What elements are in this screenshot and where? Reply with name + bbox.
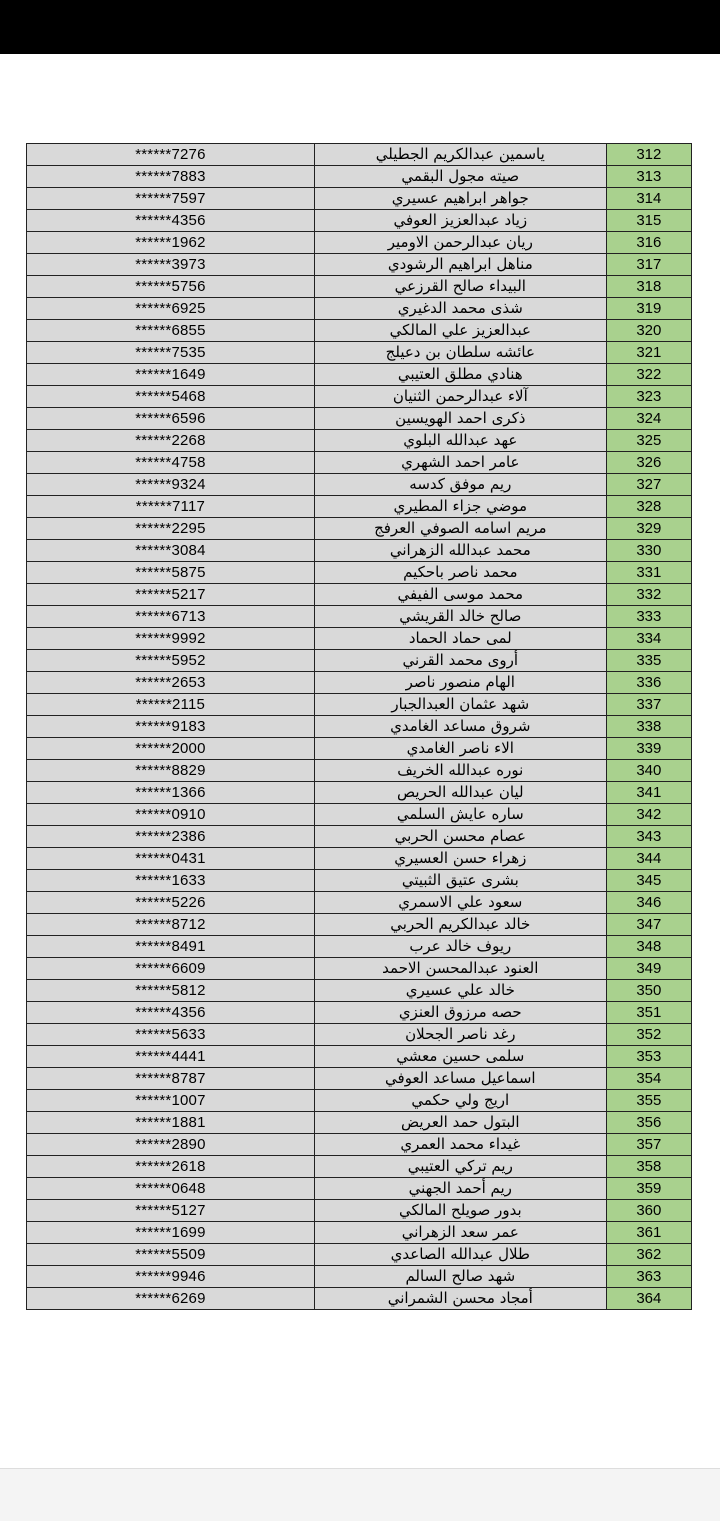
name-cell: ريم موفق كدسه <box>314 474 606 496</box>
serial-number-cell: 322 <box>606 364 691 386</box>
serial-number-cell: 319 <box>606 298 691 320</box>
serial-number-cell: 345 <box>606 870 691 892</box>
masked-id-cell: ******6609 <box>27 958 315 980</box>
table-row <box>27 364 692 386</box>
table-row <box>27 650 692 672</box>
serial-number-cell: 341 <box>606 782 691 804</box>
name-cell: شهد عثمان العبدالجبار <box>314 694 606 716</box>
serial-number-cell: 361 <box>606 1222 691 1244</box>
table-row <box>27 188 692 210</box>
masked-id-cell: ******2268 <box>27 430 315 452</box>
masked-id-cell: ******2386 <box>27 826 315 848</box>
name-cell: عهد عبدالله البلوي <box>314 430 606 452</box>
table-row <box>27 496 692 518</box>
name-cell: شذى محمد الدغيري <box>314 298 606 320</box>
name-cell: شروق مساعد الغامدي <box>314 716 606 738</box>
names-table <box>26 143 692 1310</box>
masked-id-cell: ******1007 <box>27 1090 315 1112</box>
masked-id-cell: ******7535 <box>27 342 315 364</box>
table-row <box>27 232 692 254</box>
serial-number-cell: 352 <box>606 1024 691 1046</box>
serial-number-cell: 344 <box>606 848 691 870</box>
serial-number-cell: 346 <box>606 892 691 914</box>
masked-id-cell: ******7276 <box>27 144 315 166</box>
name-cell: عمر سعد الزهراني <box>314 1222 606 1244</box>
masked-id-cell: ******6269 <box>27 1288 315 1310</box>
serial-number-cell: 335 <box>606 650 691 672</box>
serial-number-cell: 327 <box>606 474 691 496</box>
table-row <box>27 606 692 628</box>
table-row <box>27 672 692 694</box>
table-row <box>27 540 692 562</box>
serial-number-cell: 330 <box>606 540 691 562</box>
table-row <box>27 562 692 584</box>
bottom-navigation-bar <box>0 1468 720 1521</box>
table-row <box>27 1222 692 1244</box>
masked-id-cell: ******6713 <box>27 606 315 628</box>
serial-number-cell: 357 <box>606 1134 691 1156</box>
masked-id-cell: ******9992 <box>27 628 315 650</box>
masked-id-cell: ******8787 <box>27 1068 315 1090</box>
name-cell: طلال عبدالله الصاعدي <box>314 1244 606 1266</box>
name-cell: محمد ناصر باحكيم <box>314 562 606 584</box>
table-row <box>27 320 692 342</box>
serial-number-cell: 339 <box>606 738 691 760</box>
masked-id-cell: ******2618 <box>27 1156 315 1178</box>
serial-number-cell: 354 <box>606 1068 691 1090</box>
status-bar <box>0 0 720 54</box>
name-cell: اريج ولي حكمي <box>314 1090 606 1112</box>
name-cell: أمجاد محسن الشمراني <box>314 1288 606 1310</box>
serial-number-cell: 316 <box>606 232 691 254</box>
table-row <box>27 804 692 826</box>
name-cell: خالد علي عسيري <box>314 980 606 1002</box>
name-cell: هنادي مطلق العتيبي <box>314 364 606 386</box>
masked-id-cell: ******7883 <box>27 166 315 188</box>
name-cell: زهراء حسن العسيري <box>314 848 606 870</box>
table-row <box>27 276 692 298</box>
serial-number-cell: 315 <box>606 210 691 232</box>
document-page[interactable] <box>0 54 720 1468</box>
masked-id-cell: ******0431 <box>27 848 315 870</box>
serial-number-cell: 321 <box>606 342 691 364</box>
masked-id-cell: ******3084 <box>27 540 315 562</box>
name-cell: صيته مجول البقمي <box>314 166 606 188</box>
name-cell: رغد ناصر الجحلان <box>314 1024 606 1046</box>
table-row <box>27 1244 692 1266</box>
table-row <box>27 892 692 914</box>
name-cell: اسماعيل مساعد العوفي <box>314 1068 606 1090</box>
table-row <box>27 166 692 188</box>
table-row <box>27 1134 692 1156</box>
name-cell: مناهل ابراهيم الرشودي <box>314 254 606 276</box>
serial-number-cell: 347 <box>606 914 691 936</box>
name-cell: الهام منصور ناصر <box>314 672 606 694</box>
masked-id-cell: ******5468 <box>27 386 315 408</box>
table-row <box>27 1178 692 1200</box>
name-cell: مريم اسامه الصوفي العرفج <box>314 518 606 540</box>
table-row <box>27 1288 692 1310</box>
serial-number-cell: 328 <box>606 496 691 518</box>
table-row <box>27 826 692 848</box>
masked-id-cell: ******9946 <box>27 1266 315 1288</box>
table-row <box>27 958 692 980</box>
serial-number-cell: 326 <box>606 452 691 474</box>
masked-id-cell: ******5875 <box>27 562 315 584</box>
serial-number-cell: 336 <box>606 672 691 694</box>
name-cell: ريان عبدالرحمن الاومير <box>314 232 606 254</box>
masked-id-cell: ******2000 <box>27 738 315 760</box>
serial-number-cell: 343 <box>606 826 691 848</box>
masked-id-cell: ******5633 <box>27 1024 315 1046</box>
name-cell: غيداء محمد العمري <box>314 1134 606 1156</box>
serial-number-cell: 313 <box>606 166 691 188</box>
name-cell: عصام محسن الحربي <box>314 826 606 848</box>
masked-id-cell: ******0910 <box>27 804 315 826</box>
masked-id-cell: ******4441 <box>27 1046 315 1068</box>
name-cell: ياسمين عبدالكريم الجطيلي <box>314 144 606 166</box>
name-cell: موضي جزاء المطيري <box>314 496 606 518</box>
name-cell: ذكرى احمد الهويسين <box>314 408 606 430</box>
serial-number-cell: 338 <box>606 716 691 738</box>
serial-number-cell: 353 <box>606 1046 691 1068</box>
serial-number-cell: 363 <box>606 1266 691 1288</box>
table-row <box>27 408 692 430</box>
serial-number-cell: 331 <box>606 562 691 584</box>
serial-number-cell: 318 <box>606 276 691 298</box>
masked-id-cell: ******6596 <box>27 408 315 430</box>
name-cell: عائشه سلطان بن دعيلج <box>314 342 606 364</box>
table-row <box>27 716 692 738</box>
serial-number-cell: 364 <box>606 1288 691 1310</box>
table-row <box>27 518 692 540</box>
masked-id-cell: ******5509 <box>27 1244 315 1266</box>
serial-number-cell: 359 <box>606 1178 691 1200</box>
serial-number-cell: 349 <box>606 958 691 980</box>
table-row <box>27 914 692 936</box>
masked-id-cell: ******4356 <box>27 1002 315 1024</box>
serial-number-cell: 340 <box>606 760 691 782</box>
masked-id-cell: ******5226 <box>27 892 315 914</box>
name-cell: سعود علي الاسمري <box>314 892 606 914</box>
table-row <box>27 254 692 276</box>
name-cell: شهد صالح السالم <box>314 1266 606 1288</box>
masked-id-cell: ******7117 <box>27 496 315 518</box>
table-row <box>27 1046 692 1068</box>
table-row <box>27 1068 692 1090</box>
masked-id-cell: ******8829 <box>27 760 315 782</box>
name-cell: أروى محمد القرني <box>314 650 606 672</box>
masked-id-cell: ******2295 <box>27 518 315 540</box>
serial-number-cell: 350 <box>606 980 691 1002</box>
name-cell: بشرى عتيق الثبيتي <box>314 870 606 892</box>
serial-number-cell: 337 <box>606 694 691 716</box>
table-row <box>27 144 692 166</box>
table-row <box>27 584 692 606</box>
serial-number-cell: 342 <box>606 804 691 826</box>
table-row <box>27 694 692 716</box>
names-table-body <box>27 144 692 1310</box>
name-cell: محمد عبدالله الزهراني <box>314 540 606 562</box>
table-row <box>27 1266 692 1288</box>
serial-number-cell: 358 <box>606 1156 691 1178</box>
name-cell: زياد عبدالعزيز العوفي <box>314 210 606 232</box>
serial-number-cell: 362 <box>606 1244 691 1266</box>
masked-id-cell: ******7597 <box>27 188 315 210</box>
table-row <box>27 760 692 782</box>
table-row <box>27 628 692 650</box>
serial-number-cell: 360 <box>606 1200 691 1222</box>
masked-id-cell: ******5127 <box>27 1200 315 1222</box>
serial-number-cell: 333 <box>606 606 691 628</box>
serial-number-cell: 356 <box>606 1112 691 1134</box>
name-cell: حصه مرزوق العنزي <box>314 1002 606 1024</box>
table-row <box>27 1090 692 1112</box>
serial-number-cell: 348 <box>606 936 691 958</box>
masked-id-cell: ******1366 <box>27 782 315 804</box>
table-row <box>27 1156 692 1178</box>
table-row <box>27 936 692 958</box>
table-row <box>27 210 692 232</box>
masked-id-cell: ******1633 <box>27 870 315 892</box>
masked-id-cell: ******3973 <box>27 254 315 276</box>
serial-number-cell: 334 <box>606 628 691 650</box>
name-cell: صالح خالد القريشي <box>314 606 606 628</box>
name-cell: ريم تركي العتيبي <box>314 1156 606 1178</box>
masked-id-cell: ******9183 <box>27 716 315 738</box>
serial-number-cell: 351 <box>606 1002 691 1024</box>
table-row <box>27 848 692 870</box>
name-cell: العنود عبدالمحسن الاحمد <box>314 958 606 980</box>
masked-id-cell: ******1649 <box>27 364 315 386</box>
name-cell: سلمى حسين معشي <box>314 1046 606 1068</box>
masked-id-cell: ******1881 <box>27 1112 315 1134</box>
serial-number-cell: 329 <box>606 518 691 540</box>
name-cell: لمى حماد الحماد <box>314 628 606 650</box>
table-row <box>27 386 692 408</box>
masked-id-cell: ******0648 <box>27 1178 315 1200</box>
table-row <box>27 474 692 496</box>
table-row <box>27 298 692 320</box>
name-cell: البيداء صالح القرزعي <box>314 276 606 298</box>
table-row <box>27 980 692 1002</box>
name-cell: بدور صويلح المالكي <box>314 1200 606 1222</box>
masked-id-cell: ******6855 <box>27 320 315 342</box>
serial-number-cell: 325 <box>606 430 691 452</box>
masked-id-cell: ******4356 <box>27 210 315 232</box>
name-cell: ريوف خالد عرب <box>314 936 606 958</box>
masked-id-cell: ******5952 <box>27 650 315 672</box>
serial-number-cell: 323 <box>606 386 691 408</box>
masked-id-cell: ******2890 <box>27 1134 315 1156</box>
masked-id-cell: ******5217 <box>27 584 315 606</box>
masked-id-cell: ******6925 <box>27 298 315 320</box>
name-cell: ريم أحمد الجهني <box>314 1178 606 1200</box>
name-cell: جواهر ابراهيم عسيري <box>314 188 606 210</box>
name-cell: خالد عبدالكريم الحربي <box>314 914 606 936</box>
table-row <box>27 1112 692 1134</box>
serial-number-cell: 320 <box>606 320 691 342</box>
serial-number-cell: 332 <box>606 584 691 606</box>
masked-id-cell: ******8712 <box>27 914 315 936</box>
masked-id-cell: ******8491 <box>27 936 315 958</box>
masked-id-cell: ******9324 <box>27 474 315 496</box>
table-row <box>27 1002 692 1024</box>
table-row <box>27 430 692 452</box>
table-row <box>27 782 692 804</box>
name-cell: آلاء عبدالرحمن الثنيان <box>314 386 606 408</box>
name-cell: نوره عبدالله الخريف <box>314 760 606 782</box>
serial-number-cell: 314 <box>606 188 691 210</box>
serial-number-cell: 317 <box>606 254 691 276</box>
masked-id-cell: ******2115 <box>27 694 315 716</box>
table-row <box>27 452 692 474</box>
serial-number-cell: 312 <box>606 144 691 166</box>
serial-number-cell: 324 <box>606 408 691 430</box>
masked-id-cell: ******2653 <box>27 672 315 694</box>
masked-id-cell: ******1962 <box>27 232 315 254</box>
masked-id-cell: ******5756 <box>27 276 315 298</box>
name-cell: الاء ناصر الغامدي <box>314 738 606 760</box>
name-cell: محمد موسى الفيفي <box>314 584 606 606</box>
name-cell: البتول حمد العريض <box>314 1112 606 1134</box>
masked-id-cell: ******1699 <box>27 1222 315 1244</box>
table-row <box>27 1024 692 1046</box>
masked-id-cell: ******5812 <box>27 980 315 1002</box>
table-row <box>27 738 692 760</box>
masked-id-cell: ******4758 <box>27 452 315 474</box>
serial-number-cell: 355 <box>606 1090 691 1112</box>
name-cell: عبدالعزيز علي المالكي <box>314 320 606 342</box>
name-cell: ليان عبدالله الحريص <box>314 782 606 804</box>
name-cell: عامر احمد الشهري <box>314 452 606 474</box>
table-row <box>27 1200 692 1222</box>
name-cell: ساره عايش السلمي <box>314 804 606 826</box>
table-row <box>27 870 692 892</box>
table-row <box>27 342 692 364</box>
